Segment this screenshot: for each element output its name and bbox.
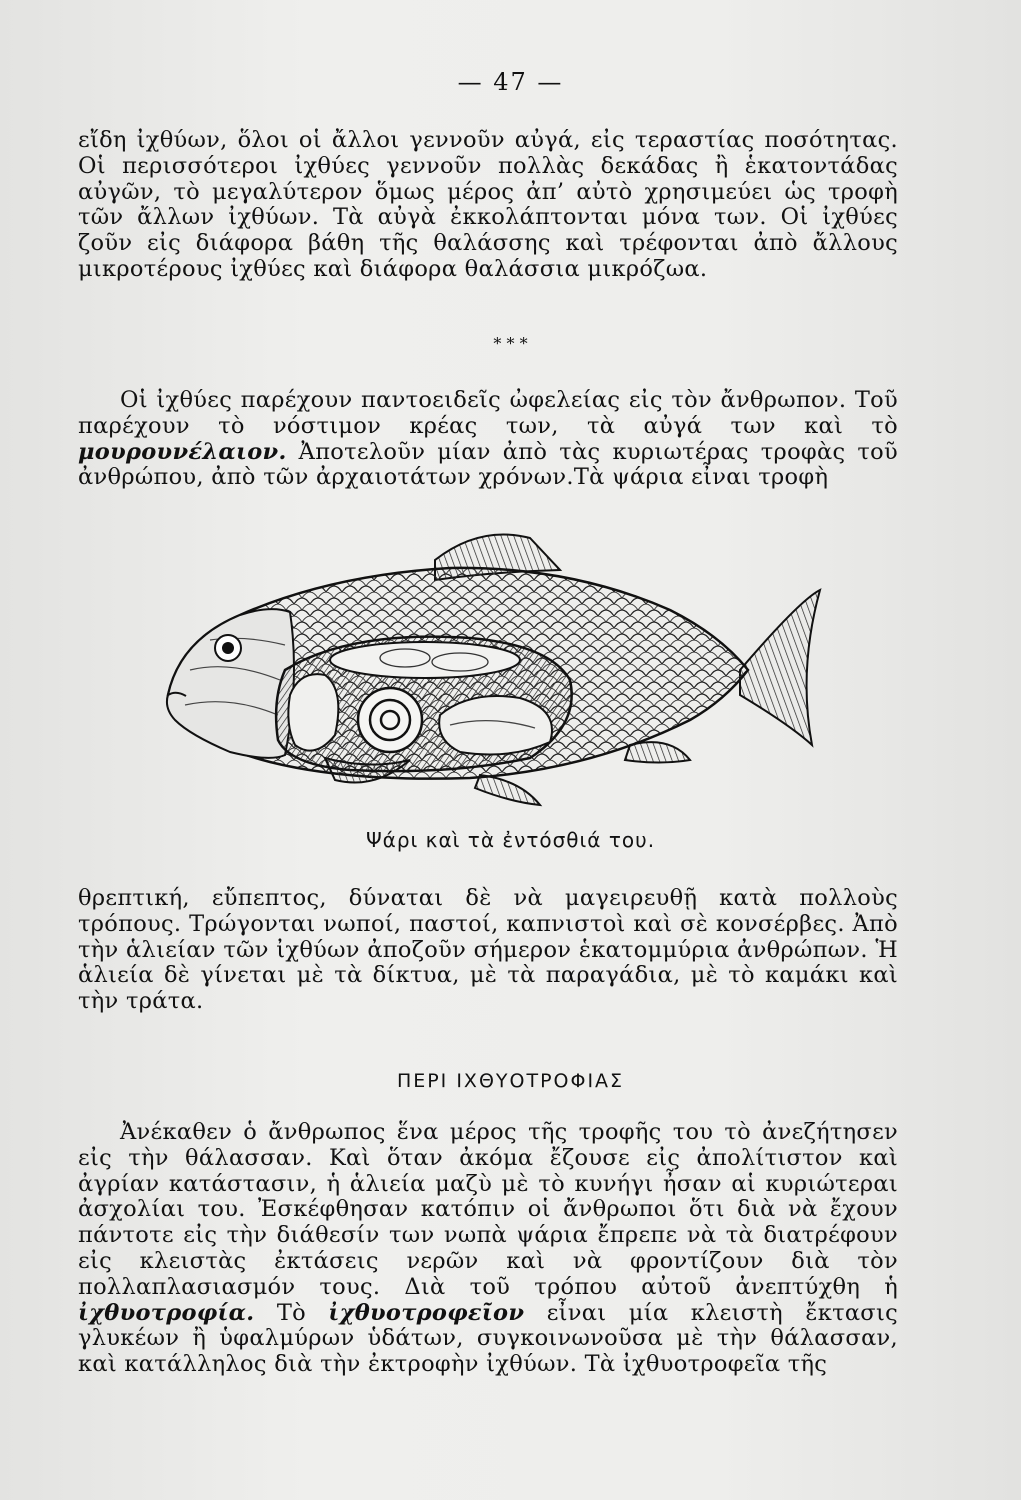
organ-intestines: [358, 688, 422, 752]
paragraph-fish-farming-text-c: εἶναι μία κλειστὴ ἔκτασις γλυκέων ἢ ὑφαλμύρων ὑδάτων, συγκοινωνοῦσα μὲ τὴν θάλασσαν, καὶ κατάλληλος διὰ τὴν ἐκτροφὴν ἰχθύων. Τὰ ἰχθυοτροφεῖα τῆς: [78, 1299, 898, 1378]
figure-caption: Ψάρι καὶ τὰ ἐντόσθιά του.: [365, 828, 656, 852]
term-fish-farming: ἰχθυοτροφία.: [78, 1299, 255, 1326]
paragraph-fish-farming-text-a: Ἀνέκαθεν ὁ ἄνθρωπος ἕνα μέρος τῆς τροφῆς του τὸ ἀνεζήτησεν εἰς τὴν θάλασσαν. Καὶ ὅταν ἀκόμα ἔζουσε εἰς ἀπολίτιστον καὶ ἀγρίαν κατάστασιν, ἡ ἁλιεία μαζὺ μὲ τὸ κυνήγι ἦσαν αἱ κυριώτεραι ἀσχολίαι του. Ἐσκέφθησαν κατόπιν οἱ ἄνθρωποι ὅτι διὰ νὰ ἔχουν πάντοτε εἰς τὴν διάθεσίν των νωπὰ ψάρια ἔπρεπε νὰ τὰ διατρέφουν εἰς κλειστὰς ἐκτάσεις νερῶν καὶ νὰ φροντίζουν διὰ τὸν πολλαπλασιασμόν τους. Διὰ τοῦ τρόπου αὐτοῦ ἀνεπτύχθη ἡ: [78, 1119, 898, 1300]
paragraph-nutrition: θρεπτική, εὔπεπτος, δύναται δὲ νὰ μαγειρευθῇ κατὰ πολλοὺς τρόπους. Τρώγονται νωποί, παστοί, καπνιστοὶ καὶ σὲ κονσέρβες. Ἀπὸ τὴν ἁλιείαν τῶν ἰχθύων ἀποζοῦν σήμερον ἑκατομμύρια ἀνθρώπων. Ἡ ἁλιεία δὲ γίνεται μὲ τὰ δίκτυα, μὲ τὰ παραγάδια, μὲ τὸ καμάκι καὶ τὴν τράτα.: [78, 885, 898, 1015]
paragraph-benefits-text-a: Οἱ ἰχθύες παρέχουν παντοειδεῖς ὠφελείας εἰς τὸν ἄνθρωπον. Τοῦ παρέχουν τὸ νόστιμον κρέας των, τὰ αὐγά των καὶ τὸ: [78, 387, 898, 439]
paragraph-benefits: [78, 388, 898, 491]
term-cod-liver-oil: μουρουνέλαιον.: [78, 438, 287, 465]
fish-anatomy-illustration: [150, 520, 880, 820]
paragraph-fish-farming-text-b: Τὸ: [254, 1299, 329, 1326]
asterism-divider: * * *: [493, 334, 528, 353]
anal-fin: [625, 742, 690, 762]
paragraph-eggs: εἴδη ἰχθύων, ὅλοι οἱ ἄλλοι γεννοῦν αὐγά, εἰς τεραστίας ποσότητας. Οἱ περισσότεροι ἰχθύες γεννοῦν πολλὰς δεκάδας ἢ ἑκατοντάδας αὐγῶν, τὸ μεγαλύτερον ὅμως μέρος ἀπ’ αὐτὸ χρησιμεύει ὡς τροφὴ τῶν ἄλλων ἰχθύων. Τὰ αὐγὰ ἐκκολάπτονται μόνα των. Οἱ ἰχθύες ζοῦν εἰς διάφορα βάθη τῆς θαλάσσης καὶ τρέφονται ἀπὸ ἄλλους μικροτέρους ἰχθύες καὶ διάφορα θαλάσσια μικρόζωα.: [78, 127, 898, 282]
pelvic-fin: [475, 775, 540, 805]
organ-liver: [288, 674, 338, 750]
organ-stomach: [439, 696, 552, 754]
organ-swim-bladder: [330, 642, 520, 678]
paragraph-fish-farming: [78, 1120, 898, 1378]
term-fish-farm: ἰχθυοτροφεῖον: [328, 1299, 525, 1326]
page-number: — 47 —: [457, 68, 564, 96]
head: [167, 609, 294, 758]
paragraph-benefits-text-b: Ἀποτελοῦν μίαν ἀπὸ τὰς κυριωτέρας τροφὰς τοῦ ἀνθρώπου, ἀπὸ τῶν ἀρχαιοτάτων χρόνων.Τὰ ψάρια εἶναι τροφὴ: [78, 438, 898, 491]
section-heading: ΠΕΡΙ ΙΧΘΥΟΤΡΟΦΙΑΣ: [396, 1070, 625, 1092]
tail-fin: [740, 590, 820, 745]
fish-drawing: [150, 520, 880, 820]
